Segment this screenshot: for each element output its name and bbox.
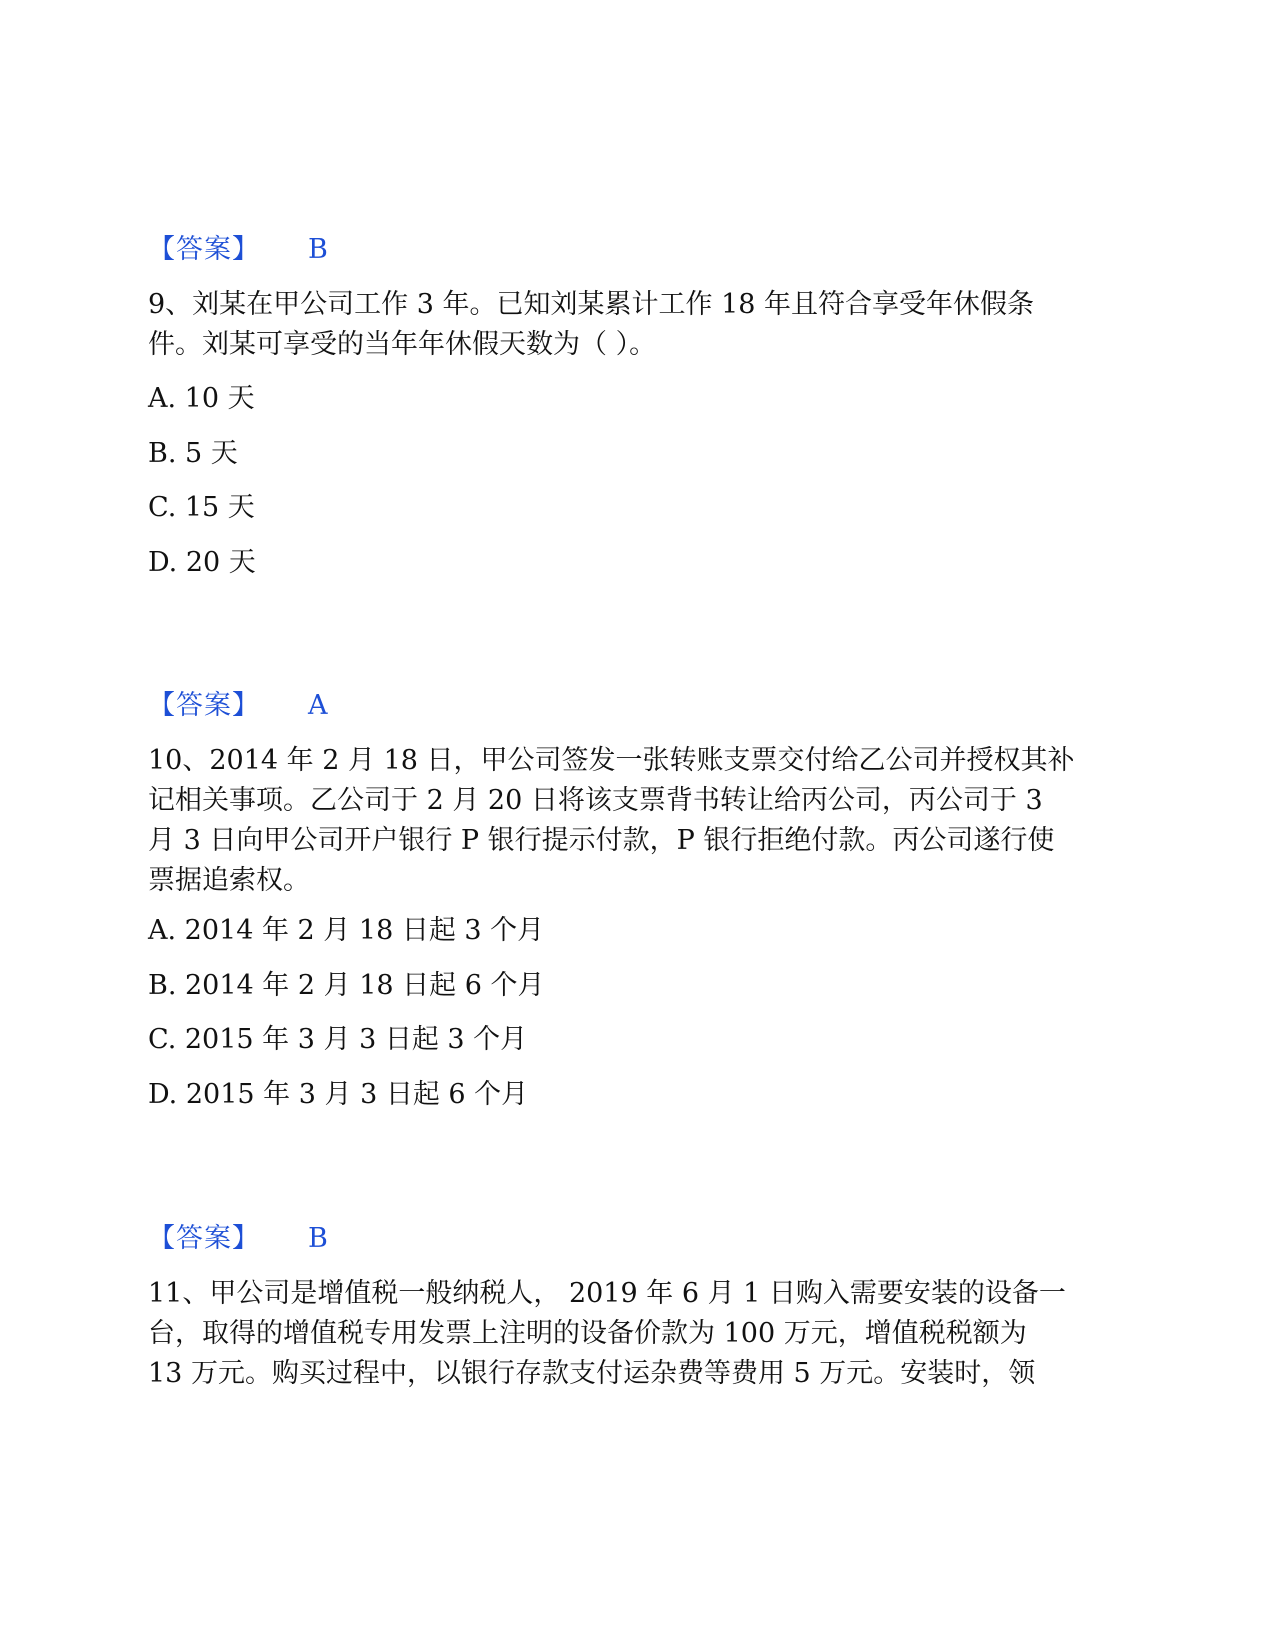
answer-value: A xyxy=(308,690,328,721)
question-line: 9、刘某在甲公司工作 3 年。已知刘某累计工作 18 年且符合享受年休假条 xyxy=(148,289,1035,320)
question-line: 台，取得的增值税专用发票上注明的设备价款为 100 万元，增值税税额为 xyxy=(148,1318,1027,1349)
option-c: C. 2015 年 3 月 3 日起 3 个月 xyxy=(148,1024,528,1055)
answer-label: 【答案】 xyxy=(148,1223,260,1254)
option-a: A. 10 天 xyxy=(148,383,255,414)
question-line: 月 3 日向甲公司开户银行 P 银行提示付款，P 银行拒绝付款。丙公司遂行使 xyxy=(148,825,1055,856)
answer-8 xyxy=(148,233,328,267)
answer-10 xyxy=(148,1222,328,1256)
option-a: A. 2014 年 2 月 18 日起 3 个月 xyxy=(148,915,545,946)
question-9 xyxy=(148,285,1148,365)
question-line: 件。刘某可享受的当年年休假天数为（ ）。 xyxy=(148,329,657,360)
option-d: D. 2015 年 3 月 3 日起 6 个月 xyxy=(148,1079,529,1110)
option-b: B. 2014 年 2 月 18 日起 6 个月 xyxy=(148,970,545,1001)
option-d: D. 20 天 xyxy=(148,547,256,578)
question-line: 10、2014 年 2 月 18 日，甲公司签发一张转账支票交付给乙公司并授权其补 xyxy=(148,745,1075,776)
answer-value: B xyxy=(308,234,328,265)
question-line: 票据追索权。 xyxy=(148,865,310,896)
question-line: 11、甲公司是增值税一般纳税人， 2019 年 6 月 1 日购入需要安装的设备一 xyxy=(148,1278,1066,1309)
answer-label: 【答案】 xyxy=(148,690,260,721)
option-b: B. 5 天 xyxy=(148,438,238,469)
question-line: 记相关事项。乙公司于 2 月 20 日将该支票背书转让给丙公司，丙公司于 3 xyxy=(148,785,1043,816)
answer-value: B xyxy=(308,1223,328,1254)
answer-9 xyxy=(148,689,328,723)
question-11 xyxy=(148,1274,1148,1394)
answer-label: 【答案】 xyxy=(148,234,260,265)
question-10 xyxy=(148,741,1148,901)
question-line: 13 万元。购买过程中，以银行存款支付运杂费等费用 5 万元。安装时，领 xyxy=(148,1358,1036,1389)
option-c: C. 15 天 xyxy=(148,492,255,523)
